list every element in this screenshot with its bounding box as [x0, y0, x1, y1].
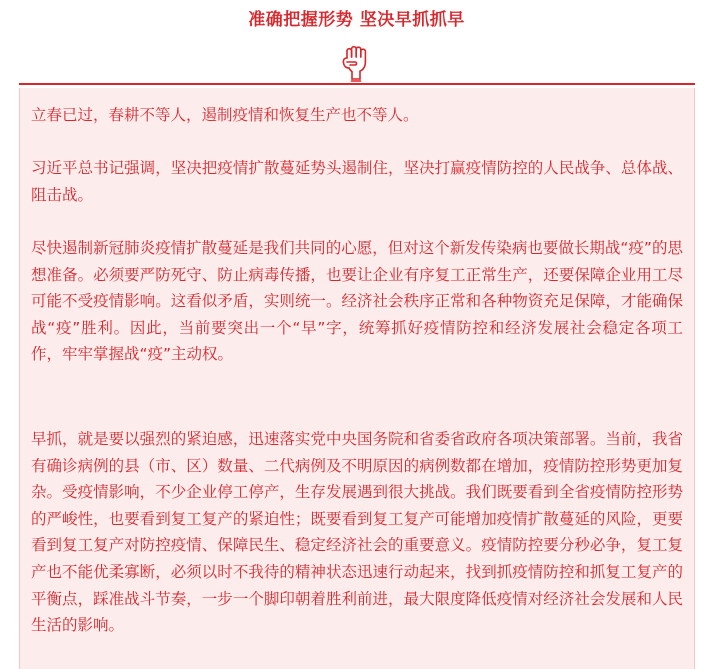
article-paragraph: 尽快遏制新冠肺炎疫情扩散蔓延是我们共同的心愿，但对这个新发传染病也要做长期战“疫”的思想准备。必须要严防死守、防止病毒传播，也要让企业有序复工正常生产，还要保障企业用工尽可能不受疫情影响。这看似矛盾，实则统一。经济社会秩序正常和各种物资充足保障，才能确保战“疫”胜利。因此，当前要突出一个“早”字，统筹抓好疫情防控和经济发展社会稳定各项工作，牢牢掌握战“疫”主动权。	[31, 239, 683, 364]
raised-fist-icon	[339, 44, 373, 86]
title-divider	[19, 83, 695, 85]
article-title: 准确把握形势 坚决早抓抓早	[248, 10, 465, 30]
article-paragraph: 早抓，就是要以强烈的紧迫感，迅速落实党中央国务院和省委省政府各项决策部署。当前，我省有确诊病例的县（市、区）数量、二代病例及不明原因的病例数都在增加，疫情防控形势更加复杂。受疫情影响，不少企业停工停产，生存发展遇到很大挑战。我们既要看到全省疫情防控形势的严峻性，也要看到复工复产的紧迫性；既要看到复工复产可能增加疫情扩散蔓延的风险，更要看到复工复产对防控疫情、保障民生、稳定经济社会的重要意义。疫情防控要分秒必争，复工复产也不能优柔寡断，必须以时不我待的精神状态迅速行动起来，找到抓疫情防控和抓复工复产的平衡点，踩准战斗节奏，一步一个脚印朝着胜利前进，最大限度降低疫情对经济社会发展和人民生活的影响。	[31, 430, 683, 635]
article-paragraph: 立春已过，春耕不等人，遏制疫情和恢复生产也不等人。	[31, 106, 419, 124]
article-paragraph: 习近平总书记强调，坚决把疫情扩散蔓延势头遏制住，坚决打赢疫情防控的人民战争、总体战、阻击战。	[31, 159, 683, 204]
